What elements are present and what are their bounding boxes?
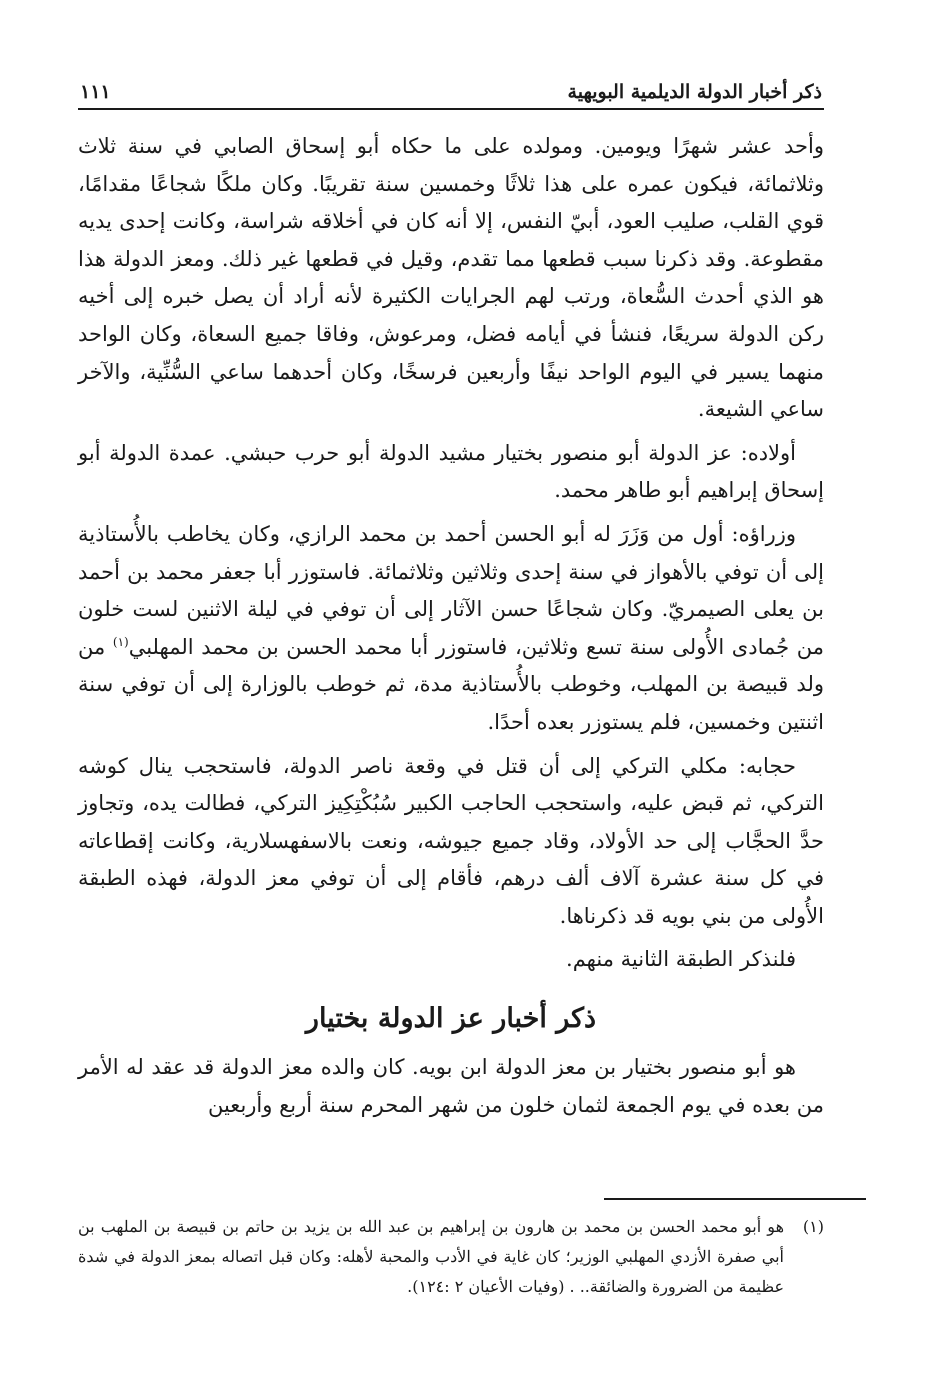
page-number: ١١١ [80,81,111,103]
viziers-text-start: وزراؤه: أول من وَزَرَ له أبو الحسن أحمد بن محمد الرازي، وكان يخاطب بالأُستاذية إلى أن توفي بالأهواز في سنة إحدى وثلاثين وثلاثمائة. فاستوزر أبا جعفر محمد بن أحمد بن يعلى الصيمريّ. وكان شجاعًا حسن الآثار إلى أن توفي في ليلة الاثنين لست خلون من جُمادى الأُولى سنة تسع وثلاثين، فاستوزر أبا محمد الحسن بن محمد المهلبي [78,521,824,659]
paragraph-children: أولاده: عز الدولة أبو منصور بختيار مشيد الدولة أبو حرب حبشي. عمدة الدولة أبو إسحاق إبراهيم أبو طاهر محمد. [78,440,824,503]
running-head-title: ذكر أخبار الدولة الديلمية البويهية [567,81,822,103]
page [78,70,824,1124]
paragraph-viziers [78,516,824,742]
running-head [78,70,824,110]
paragraph-chamberlains: حجابه: مكلي التركي إلى أن قتل في وقعة ناصر الدولة، فاستحجب ينال كوشه التركي، ثم قبض عليه، واستحجب الحاجب الكبير سُبُكْتِكِيز التركي، فطالت يده، وتجاوز حدَّ الحجَّاب إلى حد الأولاد، وقاد جميع جيوشه، ونعت بالاسفهسلارية، وكانت إقطاعاته في كل سنة عشرة آلاف ألف درهم، فأقام إلى أن توفي معز الدولة، فهذه الطبقة الأُولى من بني بويه قد ذكرناها. [78,753,824,928]
body-text [78,128,824,1124]
footnote-reference[interactable]: (١) [112,634,129,649]
footnote [78,1212,824,1302]
footnote-marker: (١) [802,1217,824,1236]
footnote-text: هو أبو محمد الحسن بن محمد بن هارون بن إبراهيم بن عبد الله بن يزيد بن حاتم بن قبيصة بن الملهب بن أبي صفرة الأزدي المهلبي الوزير؛ كان غاية في الأدب والمحبة لأهله: وكان قبل اتصاله بمعز الدولة في شدة عظيمة من الضرورة والضائقة.. . (وفيات الأعيان ٢ :١٢٤). [78,1217,785,1296]
paragraph-muizz-biography: وأحد عشر شهرًا ويومين. ومولده على ما حكاه أبو إسحاق الصابي في سنة ثلاث وثلاثمائة، فيكون عمره على هذا ثلاثًا وخمسين سنة تقريبًا. وكان ملكًا شجاعًا مقدامًا، قوي القلب، صليب العود، أبيّ النفس، إلا أنه كان في أخلاقه شراسة، وكانت إحدى يديه مقطوعة. وقد ذكرنا سبب قطعها مما تقدم، وقيل في قطعها غير ذلك. ومعز الدولة هذا هو الذي أحدث السُّعاة، ورتب لهم الجرايات الكثيرة لأنه أراد أن يصل خبره إلى أخيه ركن الدولة سريعًا، فنشأ في أيامه فضل، ومرعوش، وفاقا جميع السعاة، وكان الواحد منهما يسير في اليوم الواحد نيفًا وأربعين فرسخًا، وكان أحدهما ساعي السُّنِّية، والآخر ساعي الشيعة. [78,134,824,422]
section-heading: ذكر أخبار عز الدولة بختيار [305,1003,597,1035]
paragraph-next-generation: فلنذكر الطبقة الثانية منهم. [566,947,796,972]
footnotes [78,1212,824,1302]
footnote-divider [604,1198,866,1200]
viziers-text-end: من ولد قبيصة بن المهلب، وخوطب بالأُستاذية مدة، ثم خوطب بالوزارة إلى أن توفي سنة اثنتين وخمسين، فلم يستوزر بعده أحدًا. [78,634,824,734]
paragraph-bakhtiyar: هو أبو منصور بختيار بن معز الدولة ابن بويه. كان والده معز الدولة قد عقد له الأمر من بعده في يوم الجمعة لثمان خلون من شهر المحرم سنة أربع وأربعين [78,1055,824,1117]
